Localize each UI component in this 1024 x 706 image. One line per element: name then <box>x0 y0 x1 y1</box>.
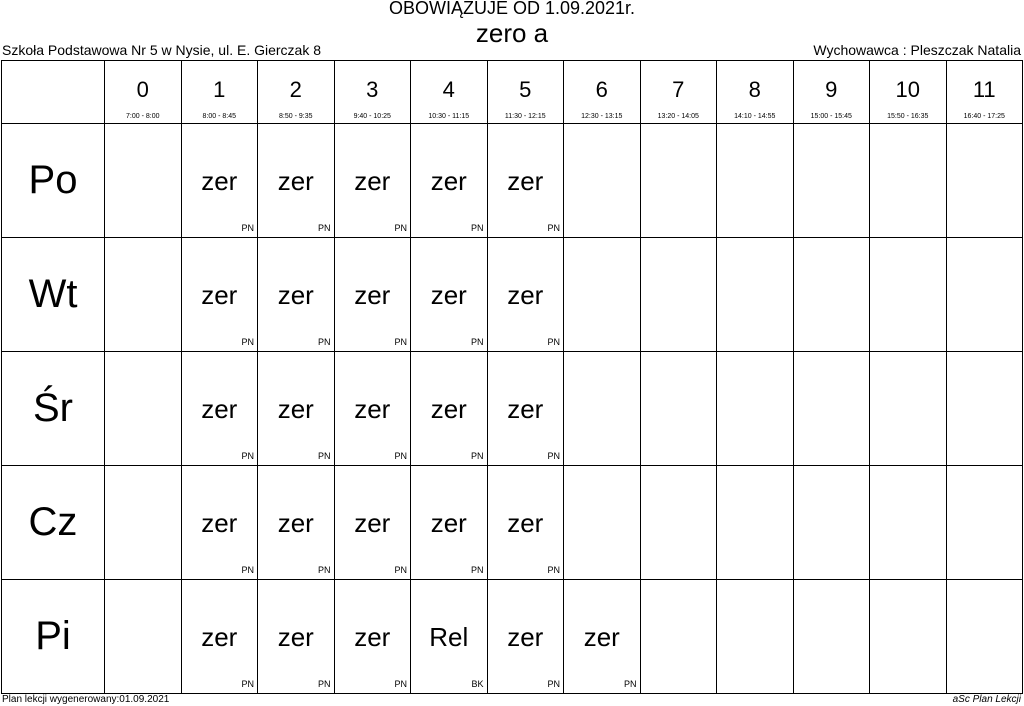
lesson-cell <box>717 580 794 694</box>
lesson-teacher: PN <box>241 565 254 575</box>
lesson-cell <box>717 466 794 580</box>
lesson-teacher: PN <box>470 565 484 575</box>
lesson-subject: zer <box>201 508 238 538</box>
period-time: 15:50 - 16:35 <box>887 113 929 120</box>
corner-cell <box>2 61 105 124</box>
lesson-cell <box>564 352 641 466</box>
lesson-cell <box>334 124 411 238</box>
lesson-cell <box>334 352 411 466</box>
lesson-cell <box>181 352 258 466</box>
period-number: 4 <box>442 77 455 102</box>
lesson-cell <box>105 352 182 466</box>
period-header <box>946 61 1023 124</box>
lesson-cell <box>946 580 1023 694</box>
lesson-cell <box>640 238 717 352</box>
lesson-teacher: PN <box>547 565 560 575</box>
lesson-cell <box>793 124 870 238</box>
lesson-cell <box>487 466 564 580</box>
lesson-subject: zer <box>354 508 391 538</box>
period-number: 0 <box>136 77 149 102</box>
lesson-subject: zer <box>507 280 544 310</box>
day-label: Wt <box>2 238 105 352</box>
lesson-cell <box>946 238 1023 352</box>
period-header <box>564 61 641 124</box>
lesson-teacher: PN <box>394 223 407 233</box>
lesson-subject: zer <box>507 508 544 538</box>
lesson-cell <box>411 352 488 466</box>
lesson-cell <box>793 466 870 580</box>
lesson-teacher: PN <box>241 679 254 689</box>
lesson-cell <box>258 124 335 238</box>
lesson-cell <box>640 352 717 466</box>
period-header-row <box>2 61 1023 124</box>
generated-date: Plan lekcji wygenerowany:01.09.2021 <box>2 694 170 705</box>
lesson-teacher: PN <box>470 223 484 233</box>
timetable-body <box>2 124 1023 694</box>
lesson-teacher: PN <box>547 337 560 347</box>
lesson-cell <box>487 238 564 352</box>
lesson-teacher: PN <box>317 679 331 689</box>
lesson-cell <box>564 466 641 580</box>
lesson-subject: zer <box>507 394 544 424</box>
lesson-cell <box>181 466 258 580</box>
lesson-cell <box>258 352 335 466</box>
lesson-subject: zer <box>507 622 544 652</box>
period-header <box>717 61 794 124</box>
lesson-cell <box>411 238 488 352</box>
lesson-subject: zer <box>277 166 314 196</box>
lesson-cell <box>258 580 335 694</box>
day-row <box>2 580 1023 694</box>
lesson-cell <box>640 124 717 238</box>
period-time: 15:00 - 15:45 <box>810 113 852 120</box>
lesson-cell <box>870 466 947 580</box>
lesson-cell <box>793 238 870 352</box>
period-time: 16:40 - 17:25 <box>963 113 1005 120</box>
lesson-cell <box>181 238 258 352</box>
lesson-subject: Rel <box>429 622 469 652</box>
period-time: 14:10 - 14:55 <box>734 113 776 120</box>
lesson-teacher: PN <box>394 679 407 689</box>
day-row <box>2 466 1023 580</box>
period-number: 3 <box>366 77 379 102</box>
lesson-subject: zer <box>201 280 238 310</box>
period-time: 8:50 - 9:35 <box>279 113 313 120</box>
lesson-cell <box>334 466 411 580</box>
day-label: Po <box>2 124 105 238</box>
period-number: 1 <box>213 77 226 102</box>
period-number: 5 <box>519 77 532 102</box>
lesson-teacher: PN <box>241 451 254 461</box>
lesson-subject: zer <box>201 166 238 196</box>
day-label: Pi <box>2 580 105 694</box>
lesson-subject: zer <box>354 280 391 310</box>
day-row <box>2 238 1023 352</box>
lesson-cell <box>946 352 1023 466</box>
lesson-cell <box>487 124 564 238</box>
lesson-subject: zer <box>277 622 314 652</box>
class-title: zero a <box>475 18 549 48</box>
period-time: 13:20 - 14:05 <box>657 113 699 120</box>
lesson-teacher: PN <box>317 565 331 575</box>
day-row <box>2 352 1023 466</box>
lesson-cell <box>181 124 258 238</box>
period-header <box>640 61 717 124</box>
period-time: 12:30 - 13:15 <box>581 113 623 120</box>
software-credit: aSc Plan Lekcji <box>952 694 1021 705</box>
lesson-teacher: PN <box>317 451 331 461</box>
lesson-cell <box>717 124 794 238</box>
period-number: 11 <box>972 77 996 102</box>
lesson-cell <box>564 580 641 694</box>
lesson-teacher: PN <box>547 223 560 233</box>
lesson-cell <box>181 580 258 694</box>
lesson-subject: zer <box>583 622 620 652</box>
lesson-subject: zer <box>277 394 314 424</box>
homeroom-teacher: Wychowawca : Pleszczak Natalia <box>813 42 1021 58</box>
lesson-cell <box>946 124 1023 238</box>
lesson-cell <box>717 238 794 352</box>
lesson-cell <box>564 238 641 352</box>
lesson-cell <box>870 124 947 238</box>
day-row <box>2 124 1023 238</box>
lesson-subject: zer <box>277 508 314 538</box>
lesson-cell <box>411 580 488 694</box>
lesson-teacher: PN <box>470 337 484 347</box>
lesson-teacher: PN <box>317 337 331 347</box>
lesson-subject: zer <box>507 166 544 196</box>
lesson-cell <box>105 580 182 694</box>
lesson-teacher: PN <box>394 451 407 461</box>
lesson-subject: zer <box>354 622 391 652</box>
period-time: 7:00 - 8:00 <box>126 113 160 120</box>
period-number: 2 <box>289 77 302 102</box>
lesson-teacher: PN <box>394 337 407 347</box>
period-header <box>334 61 411 124</box>
lesson-cell <box>870 238 947 352</box>
lesson-subject: zer <box>354 394 391 424</box>
lesson-cell <box>487 352 564 466</box>
lesson-subject: zer <box>430 394 467 424</box>
lesson-subject: zer <box>430 166 467 196</box>
period-number: 8 <box>748 77 761 102</box>
lesson-teacher: PN <box>547 679 560 689</box>
lesson-cell <box>717 352 794 466</box>
lesson-teacher: PN <box>317 223 331 233</box>
period-number: 9 <box>825 77 838 102</box>
school-name: Szkoła Podstawowa Nr 5 w Nysie, ul. E. Gierczak 8 <box>2 42 322 58</box>
lesson-teacher: PN <box>547 451 560 461</box>
lesson-subject: zer <box>201 622 238 652</box>
valid-from-title: OBOWIĄZUJE OD 1.09.2021r. <box>388 0 636 18</box>
lesson-cell <box>105 238 182 352</box>
lesson-cell <box>793 580 870 694</box>
lesson-teacher: PN <box>394 565 407 575</box>
lesson-cell <box>870 352 947 466</box>
lesson-subject: zer <box>201 394 238 424</box>
lesson-cell <box>334 238 411 352</box>
lesson-teacher: PN <box>623 679 637 689</box>
lesson-cell <box>105 466 182 580</box>
lesson-subject: zer <box>277 280 314 310</box>
lesson-cell <box>640 466 717 580</box>
period-number: 7 <box>672 77 685 102</box>
period-number: 6 <box>595 77 608 102</box>
lesson-cell <box>258 238 335 352</box>
lesson-cell <box>793 352 870 466</box>
lesson-cell <box>258 466 335 580</box>
period-header <box>411 61 488 124</box>
lesson-cell <box>564 124 641 238</box>
day-label: Cz <box>2 466 105 580</box>
period-header <box>181 61 258 124</box>
lesson-teacher: PN <box>241 223 254 233</box>
period-header <box>258 61 335 124</box>
lesson-teacher: PN <box>470 451 484 461</box>
lesson-cell <box>870 580 947 694</box>
period-time: 11:30 - 12:15 <box>504 113 546 120</box>
lesson-subject: zer <box>430 280 467 310</box>
period-header <box>793 61 870 124</box>
timetable-grid <box>1 60 1023 694</box>
lesson-cell <box>411 124 488 238</box>
period-header <box>105 61 182 124</box>
lesson-cell <box>946 466 1023 580</box>
period-number: 10 <box>895 77 920 102</box>
lesson-cell <box>334 580 411 694</box>
day-label: Śr <box>2 352 105 466</box>
period-header <box>487 61 564 124</box>
lesson-subject: zer <box>354 166 391 196</box>
period-time: 10:30 - 11:15 <box>428 113 470 120</box>
lesson-teacher: BK <box>471 679 484 689</box>
lesson-cell <box>640 580 717 694</box>
period-time: 8:00 - 8:45 <box>202 113 236 120</box>
lesson-cell <box>105 124 182 238</box>
period-time: 9:40 - 10:25 <box>353 113 391 120</box>
lesson-teacher: PN <box>241 337 254 347</box>
lesson-cell <box>411 466 488 580</box>
lesson-subject: zer <box>430 508 467 538</box>
period-header <box>870 61 947 124</box>
lesson-cell <box>487 580 564 694</box>
